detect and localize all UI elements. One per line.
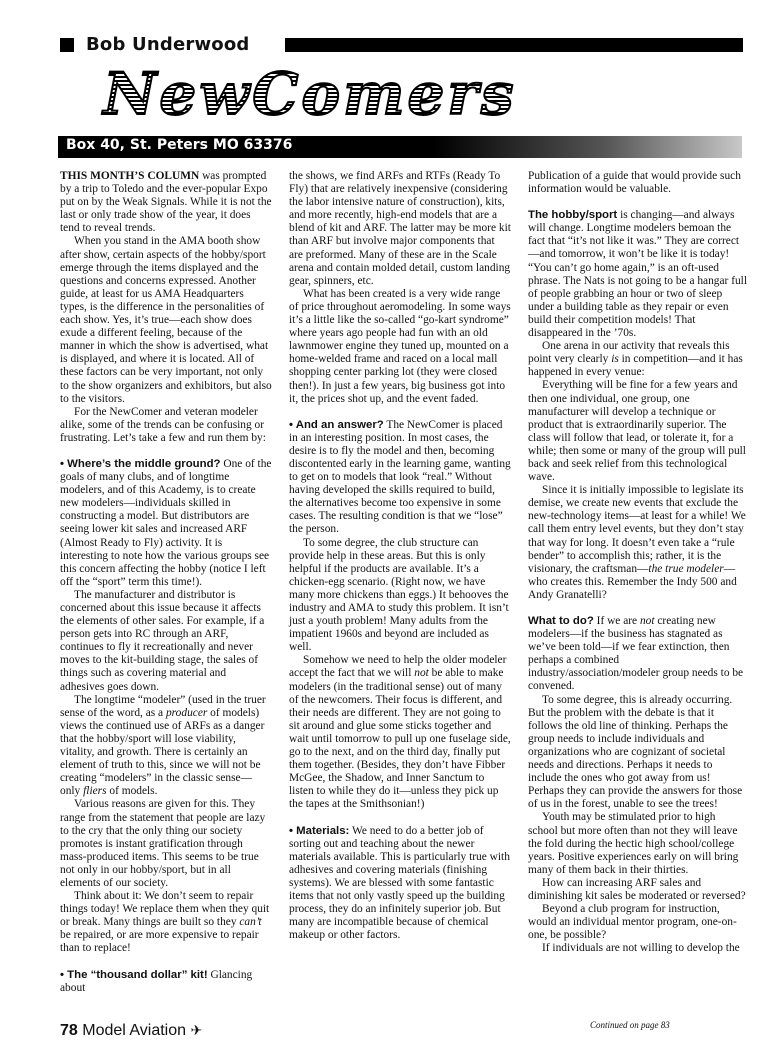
- header-rule: [285, 38, 743, 52]
- section-thousand-dollar-kit: • The “thousand dollar” kit! Glancing about: [60, 968, 253, 994]
- section-middle-ground: • Where’s the middle ground? One of the goals of many clubs, and of longtime modelers, and of this Academy, is to create new modelers—individuals skilled in constructing a model. But distributors are seeing lower kit sales and increased ARF (Almost Ready to Fly) activity. It is interesting to note how the various groups see this concern affecting the hobby (notice I left off the “sport” term this time!).: [60, 457, 272, 588]
- magazine-name: Model Aviation: [82, 1022, 187, 1039]
- paragraph: What has been created is a very wide range of price throughout aeromodeling. In some ways it’s a little like the so-called “go-kart syndrome” where years ago people had fun with an old lawnmower engine they tuned up, mounted on a home-welded frame and raced on a local mall shopping center parking lot (they were closed then!). In just a few years, big business got into it, the prices shot up, and the event faded.: [289, 287, 511, 405]
- paragraph: The manufacturer and distributor is concerned about this issue because it affects the elements of other sales. For example, if a person gets into RC through an ARF, continues to fly it recreationally and never moves to the kit-building stage, the sales of things such as covering material and adhesives goes down.: [60, 588, 265, 693]
- author-name: Bob Underwood: [86, 34, 250, 55]
- airplane-icon: ✈: [190, 1022, 203, 1038]
- section-materials: • Materials: We need to do a better job of sorting out and teaching about the newer materials available. This is particularly true with adhesives and covering materials (finishing systems). We are blessed with some fantastic items that not only vastly speed up the building process, they do an infinitely superior job. But many are incompatible because of chemical makeup or other factors.: [289, 824, 510, 942]
- address-text: Box 40, St. Peters MO 63376: [66, 137, 293, 153]
- newcomers-logo: [60, 64, 560, 124]
- column-1: [60, 170, 272, 995]
- paragraph: the shows, we find ARFs and RTFs (Ready To Fly) that are relatively inexpensive (considering the labor intensive nature of construction), kits, and more recently, high-end models that are a blend of kit and ARF. The latter may be more kit than ARF but involve major components that are preformed. Many of these are in the Scale arena and contain molded detail, custom landing gear, spinners, etc.: [289, 170, 511, 287]
- page-number: 78: [60, 1022, 78, 1039]
- section-an-answer: • And an answer? The NewComer is placed in an interesting position. In most cases, the desire is to fly the model and then, becoming discontented early in the learning game, wanting to get on to models that look “real.” Without having developed the skills required to build, the alternatives become too expensive in some cases. The resulting condition is that we “lose” the person.: [289, 418, 511, 536]
- section-what-to-do: What to do? If we are not creating new modelers—if the business has stagnated as we’ve been told—if we fear extinction, then perhaps a combined industry/association/modeler group needs to be convened.: [528, 615, 744, 693]
- paragraph: The longtime “modeler” (used in the truer sense of the word, as a producer of models) views the continued use of ARFs as a danger that the hobby/sport will lose viability, vitality, and growth. There is certainly an element of truth to this, since we will not be creating “modelers” in the classic sense—only fliers of models.: [60, 693, 266, 798]
- paragraph: Various reasons are given for this. They range from the statement that people are lazy to the cry that the only thing our society promotes is instant gratification through mass-produced items. This seems to be true not only in our hobby/sport, but in all elements of our society.: [60, 798, 266, 889]
- paragraph: Think about it: We don’t seem to repair things today! We replace them when they quit or break. Many things are built so they can’t be repaired, or are more expensive to repair than to replace!: [60, 890, 270, 955]
- page-footer: [60, 1022, 202, 1040]
- paragraph: Somehow we need to help the older modeler accept the fact that we will not be able to make modelers (in the traditional sense) out of many of the newcomers. Their focus is different, and their needs are different. They are not going to sit around and glue some sticks together and wait until tomorrow to pull up one fuselage side, go to the next, and on the third day, finally put them together. (Besides, they don’t have Fibber McGee, the Shadow, and Inner Sanctum to listen to while they do it—unless they pick up the tapes at the Smithsonian!): [289, 654, 511, 811]
- paragraph: THIS MONTH’S COLUMN was prompted by a trip to Toledo and the ever-popular Expo put on by the Weak Signals. While it is not the last or only trade show of the year, it does tend to reveal trends.: [60, 170, 272, 235]
- section-hobby-sport: The hobby/sport is changing—and always will change. Longtime modelers bemoan the fact that “it’s not like it was.” They are correct—and tomorrow, it won’t be like it is today! “You can’t go home again,” is an oft-used phrase. The Nats is not going to be a hangar full of people grabbing an hour or two of sleep under a building table as they repair or even build their competition models! That disappeared in the ’70s.: [528, 209, 748, 340]
- column-3: [528, 170, 748, 955]
- paragraph: One arena in our activity that reveals this point very clearly is in competition—and it has happened in every venue:: [528, 340, 743, 379]
- column-2: [289, 170, 511, 942]
- svg-text:NewComers: NewComers: [103, 64, 517, 124]
- paragraph: Everything will be fine for a few years and then one individual, one group, one manufacturer will develop a technique or product that is extraordinarily superior. The class will follow that lead, or tolerate it, for a while; then some or many of the group will pull back and seek relief from this technological wave.: [528, 379, 746, 484]
- paragraph: Beyond a club program for instruction, would an individual mentor program, one-on-one, be possible?: [528, 903, 737, 942]
- paragraph: How can increasing ARF sales and diminishing kit sales be moderated or reversed?: [528, 876, 746, 902]
- header-square: [60, 38, 74, 52]
- paragraph: Publication of a guide that would provide such information would be valuable.: [528, 170, 741, 196]
- paragraph: When you stand in the AMA booth show after show, certain aspects of the hobby/sport emerge through the items displayed and the questions and concerns expressed. Another guide, at least for us AMA Headquarters types, is the difference in the personalities of each show. Yes, it’s true—each show does exude a different feeling, because of the manner in which the show is advertised, what is displayed, and where it is located. All of these factors can be very important, not only to the show organizers and exhibitors, but also to the visitors.: [60, 235, 272, 405]
- paragraph: To some degree, the club structure can provide help in these areas. But this is only helpful if the products are available. It’s a chicken-egg scenario. (Right now, we have many more chickens than eggs.) It behooves the industry and AMA to study this problem. It isn’t just a youth problem! Many adults from the impatient 1960s and beyond are included as well.: [289, 536, 509, 654]
- paragraph: Youth may be stimulated prior to high school but more often than not they will leave the fold during the hectic high school/college years. Positive experiences early on will bring many of them back in their thirties.: [528, 811, 739, 876]
- paragraph: For the NewComer and veteran modeler alike, some of the trends can be confusing or frustrating. Let’s take a few and run them by:: [60, 405, 266, 444]
- continued-note: Continued on page 83: [590, 1020, 670, 1030]
- paragraph: Since it is initially impossible to legislate its demise, we create new events that exclude the new-technology items—at least for a while! We call them entry level events, but they don’t stay that way for long. It doesn’t even take a “rule bender” to accomplish this; rather, it is the visionary, the craftsman—the true modeler—who creates this. Remember the Indy 500 and Andy Granatelli?: [528, 484, 746, 601]
- paragraph: To some degree, this is already occurring. But the problem with the debate is that it follows the old line of thinking. Perhaps the group needs to include individuals and organizations who are cognizant of societal needs and directions. Perhaps it needs to include the ones who got away from us! Perhaps they can provide the answers for those of us in the forest, unable to see the trees!: [528, 693, 743, 811]
- paragraph: If individuals are not willing to develop the: [542, 942, 740, 955]
